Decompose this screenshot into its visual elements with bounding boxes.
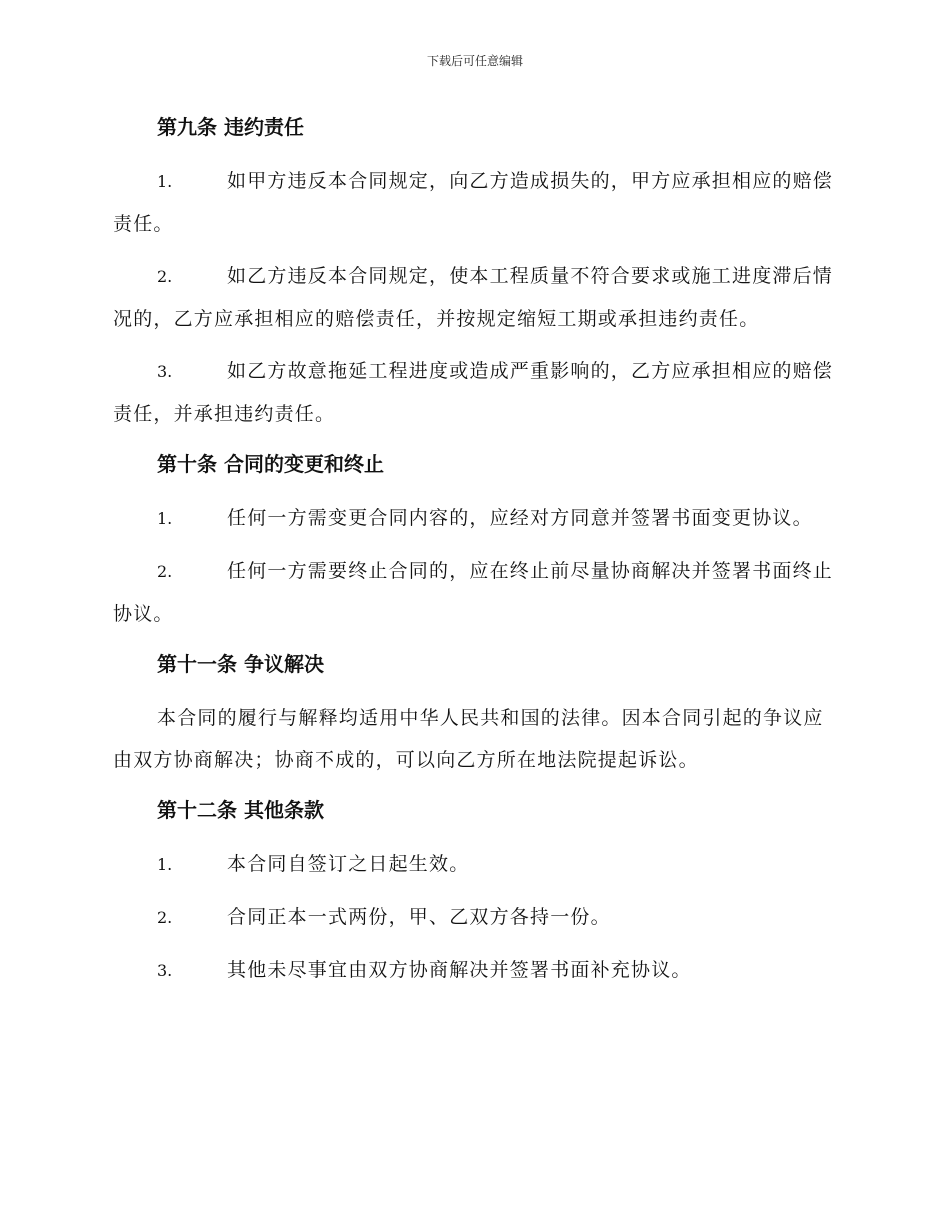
section-heading-article-12: 第十二条 其他条款 <box>157 798 324 822</box>
item-text: 本合同自签订之日起生效。 <box>227 853 470 875</box>
item-text: 任何一方需要终止合同的，应在终止前尽量协商解决并签署书面终止协议。 <box>113 560 834 625</box>
list-item <box>113 896 833 939</box>
item-text: 任何一方需变更合同内容的，应经对方同意并签署书面变更协议。 <box>227 507 813 529</box>
item-text: 如乙方违反本合同规定，使本工程质量不符合要求或施工进度滞后情况的，乙方应承担相应的赔偿责任，并按规定缩短工期或承担违约责任。 <box>113 265 834 330</box>
item-number: 3. <box>157 961 173 980</box>
item-number: 1. <box>157 172 173 191</box>
item-text: 如乙方故意拖延工程进度或造成严重影响的，乙方应承担相应的赔偿责任，并承担违约责任。 <box>113 360 834 425</box>
page-header-note: 下载后可任意编辑 <box>426 54 523 68</box>
list-item <box>113 255 833 340</box>
list-item <box>113 160 833 245</box>
item-text: 合同正本一式两份，甲、乙双方各持一份。 <box>227 906 611 928</box>
section-heading-article-9: 第九条 违约责任 <box>157 115 304 139</box>
item-number: 2. <box>157 562 173 581</box>
item-text: 其他未尽事宜由双方协商解决并签署书面补充协议。 <box>227 959 692 981</box>
list-item <box>113 497 833 540</box>
list-item <box>113 949 833 992</box>
section-heading-article-11: 第十一条 争议解决 <box>157 652 324 676</box>
item-number: 2. <box>157 267 173 286</box>
section-paragraph: 本合同的履行与解释均适用中华人民共和国的法律。因本合同引起的争议应由双方协商解决；协商不成的，可以向乙方所在地法院提起诉讼。 <box>113 707 824 771</box>
item-number: 1. <box>157 509 173 528</box>
item-number: 3. <box>157 362 173 381</box>
list-item <box>113 550 833 635</box>
list-item <box>113 843 833 886</box>
document-body <box>113 108 833 1002</box>
item-text: 如甲方违反本合同规定，向乙方造成损失的，甲方应承担相应的赔偿责任。 <box>113 170 834 235</box>
list-item <box>113 350 833 435</box>
item-number: 2. <box>157 908 173 927</box>
section-heading-article-10: 第十条 合同的变更和终止 <box>157 452 384 476</box>
item-number: 1. <box>157 855 173 874</box>
